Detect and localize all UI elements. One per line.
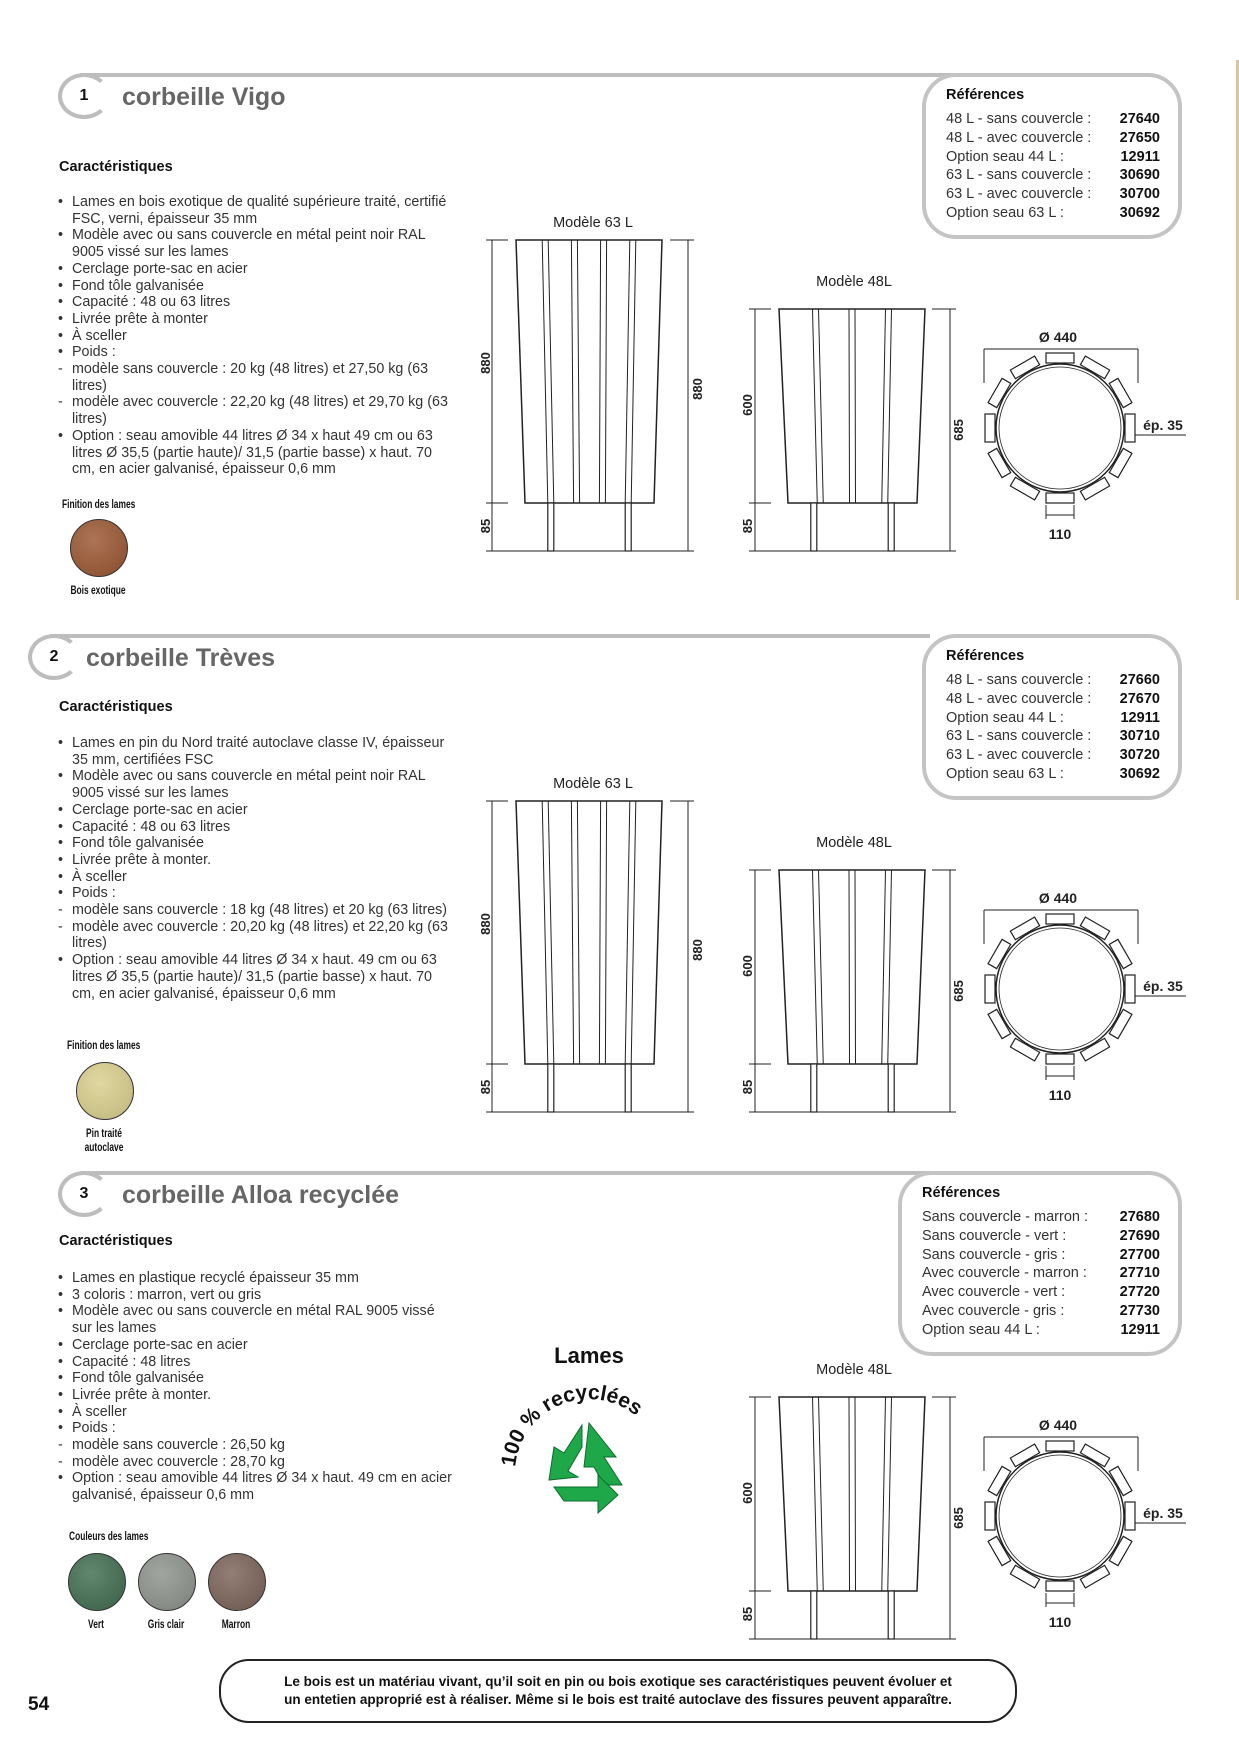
section-number-badge: 1 [58, 73, 110, 119]
bullet-marker: • [58, 851, 64, 868]
bullet-marker: - [58, 918, 63, 935]
bullet-marker: • [58, 1303, 64, 1320]
characteristic-text: modèle avec couvercle : 28,70 kg [72, 1453, 285, 1470]
reference-code: 27650 [1119, 129, 1160, 146]
finish-title: Finition des lames [67, 1038, 141, 1052]
characteristic-text: modèle sans couvercle : 20 kg (48 litres) et 27,50 kg (63 litres) [72, 361, 429, 394]
reference-label: Option seau 63 L : [946, 204, 1064, 221]
characteristic-text: modèle avec couvercle : 20,20 kg (48 litres) et 22,20 kg (63 litres) [72, 918, 448, 952]
product-section-vigo [0, 73, 1239, 633]
swatch-label: Vert [88, 1617, 104, 1631]
bullet-marker: • [58, 835, 64, 852]
bullet-marker: • [58, 1270, 64, 1286]
bullet-marker: • [58, 1420, 64, 1437]
characteristic-text: Cerclage porte-sac en acier [72, 1336, 248, 1353]
characteristic-text: Capacité : 48 ou 63 litres [72, 294, 231, 311]
thickness-label: ép. 35 [1143, 1505, 1183, 1521]
reference-code: 12911 [1120, 709, 1160, 726]
bullet-marker: • [58, 277, 64, 294]
characteristic-text: Cerclage porte-sac en acier [72, 260, 248, 277]
characteristic-text: À sceller [72, 327, 127, 344]
characteristic-text: Option : seau amovible 44 litres Ø 34 x haut 49 cm ou 63 litres Ø 35,5 (partie haute)/ 31,5 (partie basse) x haut. 70 cm, en acier galvanisé, épaisseur 0,6 mm [72, 427, 433, 478]
characteristic-text: Fond tôle galvanisée [72, 277, 204, 294]
characteristics-title: Caractéristiques [59, 159, 173, 175]
bin-leg [548, 1064, 554, 1112]
technical-drawing [0, 634, 1239, 1194]
bullet-marker: - [58, 361, 63, 378]
slat-gap [855, 309, 856, 503]
page-number: 54 [28, 1694, 50, 1715]
reference-label: 48 L - sans couvercle : [946, 111, 1092, 127]
dimension-label: 880 [478, 352, 493, 374]
plan-slat [1046, 493, 1074, 503]
reference-label: Option seau 44 L : [946, 709, 1064, 726]
reference-label: 63 L - avec couvercle : [946, 186, 1092, 203]
plan-slat [1125, 1502, 1135, 1530]
dimension-label: 600 [740, 1482, 755, 1504]
slat-width-label: 110 [1048, 1614, 1072, 1630]
reference-code: 27670 [1119, 690, 1160, 707]
plan-slat [1125, 414, 1135, 442]
reference-label: 63 L - sans couvercle : [946, 167, 1092, 184]
bullet-marker: • [58, 310, 64, 327]
color-swatch [76, 1062, 134, 1120]
dimension-label: 685 [951, 1507, 966, 1529]
plan-slat [985, 975, 995, 1003]
reference-label: 63 L - avec couvercle : [946, 747, 1092, 764]
dimension-label: 85 [478, 518, 493, 534]
bullet-marker: - [58, 1453, 63, 1470]
reference-code: 12911 [1120, 148, 1160, 165]
plan-inner-circle [996, 925, 1124, 1053]
dimension-label: 685 [951, 980, 966, 1002]
dimension-label: 85 [740, 1606, 755, 1622]
characteristic-text: Lames en plastique recyclé épaisseur 35 mm [72, 1270, 359, 1286]
characteristic-text: Fond tôle galvanisée [72, 1370, 204, 1387]
reference-label: Avec couvercle - gris : [922, 1302, 1065, 1319]
characteristic-text: 3 coloris : marron, vert ou gris [72, 1286, 262, 1303]
product-title: corbeille Trèves [86, 644, 276, 672]
technical-drawing [0, 1171, 1239, 1731]
characteristics-title: Caractéristiques [59, 699, 173, 715]
bin-body [779, 870, 925, 1064]
bullet-marker: • [58, 427, 64, 444]
slat-gap [849, 870, 850, 1064]
slat-width-label: 110 [1048, 1087, 1072, 1103]
section-number-badge: 3 [58, 1171, 110, 1217]
dimension-label: 85 [740, 1079, 755, 1095]
bullet-marker: • [58, 1370, 64, 1387]
bullet-marker: • [58, 1353, 64, 1370]
reference-code: 30710 [1119, 728, 1160, 745]
reference-code: 30700 [1119, 186, 1160, 203]
bullet-marker: • [58, 227, 64, 244]
bullet-marker: • [58, 1286, 64, 1303]
finish-title: Finition des lames [62, 497, 136, 511]
plan-slat [1046, 353, 1074, 363]
bullet-marker: • [58, 1403, 64, 1420]
reference-code: 27700 [1119, 1246, 1160, 1263]
reference-code: 27660 [1119, 672, 1160, 688]
plan-slat [985, 414, 995, 442]
bullet-marker: • [58, 194, 64, 210]
dimension-label: 685 [951, 419, 966, 441]
plan-inner-circle [996, 364, 1124, 492]
bullet-marker: • [58, 768, 64, 785]
reference-code: 27730 [1119, 1302, 1160, 1319]
dimension-label: 600 [740, 955, 755, 977]
characteristic-text: Modèle avec ou sans couvercle en métal RAL 9005 vissé sur les lames [72, 1303, 435, 1337]
technical-drawing [0, 73, 1239, 633]
reference-label: Avec couvercle - marron : [922, 1265, 1087, 1282]
product-title: corbeille Vigo [122, 83, 286, 111]
reference-code: 27640 [1119, 111, 1160, 127]
product-section-alloa [0, 1171, 1239, 1731]
recycle-arrow-icon [584, 1423, 622, 1485]
reference-label: Sans couvercle - vert : [922, 1227, 1067, 1244]
swatch-label: Bois exotique [70, 583, 126, 597]
model-48-label: Modèle 48L [816, 274, 892, 290]
references-title: Références [946, 87, 1025, 103]
reference-code: 30692 [1119, 765, 1160, 782]
bin-leg [888, 503, 894, 551]
characteristic-text: Livrée prête à monter. [72, 1386, 212, 1403]
characteristic-text: Lames en pin du Nord traité autoclave classe IV, épaisseur 35 mm, certifiées FSC [72, 735, 445, 768]
characteristic-text: Option : seau amovible 44 litres Ø 34 x haut. 49 cm en acier galvanisé, épaisseur 0,6 mm [72, 1470, 452, 1504]
bin-leg [625, 1064, 631, 1112]
color-swatch [70, 519, 128, 577]
bullet-marker: • [58, 952, 64, 969]
reference-label: 63 L - sans couvercle : [946, 728, 1092, 745]
bin-leg [888, 1591, 894, 1639]
plan-slat [1046, 914, 1074, 924]
characteristic-text: Poids : [72, 885, 116, 902]
characteristic-text: Modèle avec ou sans couvercle en métal peint noir RAL 9005 vissé sur les lames [72, 768, 426, 802]
bullet-marker: • [58, 327, 64, 344]
diameter-label: Ø 440 [1038, 890, 1078, 906]
characteristic-text: modèle sans couvercle : 26,50 kg [72, 1437, 285, 1454]
reference-label: 48 L - avec couvercle : [946, 129, 1092, 146]
reference-code: 30690 [1119, 167, 1160, 184]
bullet-marker: • [58, 885, 64, 902]
characteristic-text: À sceller [72, 1403, 127, 1420]
characteristic-text: Capacité : 48 litres [72, 1353, 191, 1370]
model-48-label: Modèle 48L [816, 1362, 892, 1378]
color-swatch [138, 1553, 196, 1611]
reference-code: 27680 [1119, 1209, 1160, 1225]
color-swatch [208, 1553, 266, 1611]
color-swatch [68, 1553, 126, 1611]
thickness-label: ép. 35 [1143, 417, 1183, 433]
dimension-label: 85 [478, 1079, 493, 1095]
reference-label: Option seau 44 L : [922, 1321, 1040, 1338]
reference-code: 27710 [1119, 1265, 1160, 1282]
reference-label: Sans couvercle - marron : [922, 1209, 1089, 1225]
bin-leg [811, 503, 817, 551]
model-63-label: Modèle 63 L [553, 215, 633, 231]
bullet-marker: • [58, 868, 64, 885]
section-number-badge: 2 [28, 634, 80, 680]
slat-gap [855, 1397, 856, 1591]
model-63-label: Modèle 63 L [553, 776, 633, 792]
characteristic-text: modèle sans couvercle : 18 kg (48 litres) et 20 kg (63 litres) [72, 902, 448, 919]
bullet-marker: - [58, 902, 63, 919]
reference-label: 48 L - sans couvercle : [946, 672, 1092, 688]
slat-gap [849, 309, 850, 503]
bin-body [516, 240, 662, 503]
characteristic-text: Poids : [72, 344, 116, 361]
bullet-marker: • [58, 260, 64, 277]
note-line-1: Le bois est un matériau vivant, qu’il soit en pin ou bois exotique ses caractéristiques peuvent évoluer et [284, 1674, 952, 1689]
logo-arc-text: 100 % recyclées [497, 1380, 647, 1468]
characteristic-text: Lames en bois exotique de qualité supérieure traité, certifié FSC, verni, épaisseur 35 mm [72, 194, 447, 227]
swatch-label: Gris clair [147, 1617, 185, 1631]
bullet-marker: • [58, 735, 64, 751]
recycle-arrow-icon [549, 1425, 582, 1480]
characteristic-text: Cerclage porte-sac en acier [72, 801, 248, 818]
references-title: Références [922, 1185, 1001, 1201]
bin-body [779, 1397, 925, 1591]
dimension-label: 880 [690, 939, 705, 961]
bin-leg [811, 1064, 817, 1112]
bullet-marker: • [58, 801, 64, 818]
bullet-marker: • [58, 344, 64, 361]
logo-text-lames: Lames [554, 1343, 624, 1368]
bullet-marker: • [58, 1470, 64, 1487]
bin-leg [811, 1591, 817, 1639]
bin-leg [548, 503, 554, 551]
bullet-marker: • [58, 294, 64, 311]
dimension-label: 600 [740, 394, 755, 416]
characteristic-text: Fond tôle galvanisée [72, 835, 204, 852]
plan-slat [1046, 1581, 1074, 1591]
swatch-label: Pin traité autoclave [84, 1126, 124, 1154]
dimension-label: 880 [690, 378, 705, 400]
reference-code: 30720 [1119, 747, 1160, 764]
plan-slat [1125, 975, 1135, 1003]
plan-slat [1046, 1054, 1074, 1064]
dimension-label: 880 [478, 913, 493, 935]
reference-code: 12911 [1120, 1321, 1160, 1338]
reference-label: Option seau 44 L : [946, 148, 1064, 165]
references-title: Références [946, 648, 1025, 664]
characteristic-text: Capacité : 48 ou 63 litres [72, 818, 231, 835]
bullet-marker: • [58, 1336, 64, 1353]
reference-label: 48 L - avec couvercle : [946, 690, 1092, 707]
wood-care-note [219, 1659, 1017, 1723]
bin-body [779, 309, 925, 503]
swatch-label: Marron [221, 1617, 251, 1631]
slat-gap [855, 870, 856, 1064]
product-title: corbeille Alloa recyclée [122, 1181, 400, 1209]
plan-slat [985, 1502, 995, 1530]
reference-label: Option seau 63 L : [946, 765, 1064, 782]
bullet-marker: - [58, 394, 63, 411]
reference-label: Avec couvercle - vert : [922, 1284, 1066, 1301]
diameter-label: Ø 440 [1038, 329, 1078, 345]
thickness-label: ép. 35 [1143, 978, 1183, 994]
colors-title: Couleurs des lames [69, 1529, 149, 1543]
reference-code: 27720 [1119, 1284, 1160, 1301]
characteristics-title: Caractéristiques [59, 1233, 173, 1249]
plan-inner-circle [996, 1452, 1124, 1580]
model-48-label: Modèle 48L [816, 835, 892, 851]
bin-leg [888, 1064, 894, 1112]
diameter-label: Ø 440 [1038, 1417, 1078, 1433]
bin-leg [625, 503, 631, 551]
characteristic-text: Livrée prête à monter [72, 310, 208, 327]
characteristic-text: Option : seau amovible 44 litres Ø 34 x haut. 49 cm ou 63 litres Ø 35,5 (partie haute)/ 31,5 (partie basse) x haut. 70 cm, en acier galvanisé, épaisseur 0,6 mm [72, 952, 437, 1002]
slat-gap [849, 1397, 850, 1591]
characteristic-text: modèle avec couvercle : 22,20 kg (48 litres) et 29,70 kg (63 litres) [72, 394, 448, 428]
bin-body [516, 801, 662, 1064]
characteristic-text: À sceller [72, 868, 127, 885]
reference-code: 30692 [1119, 204, 1160, 221]
characteristic-text: Modèle avec ou sans couvercle en métal peint noir RAL 9005 vissé sur les lames [72, 227, 426, 261]
plan-slat [1046, 1441, 1074, 1451]
note-line-2: un entetien approprié est à réaliser. Même si le bois est traité autoclave des fissures peuvent apparaître. [284, 1692, 952, 1707]
bullet-marker: • [58, 818, 64, 835]
dimension-label: 85 [740, 518, 755, 534]
characteristic-text: Poids : [72, 1420, 116, 1437]
bullet-marker: • [58, 1386, 64, 1403]
reference-label: Sans couvercle - gris : [922, 1246, 1066, 1263]
characteristic-text: Livrée prête à monter. [72, 851, 212, 868]
reference-code: 27690 [1119, 1227, 1160, 1244]
product-section-treves [0, 634, 1239, 1194]
slat-width-label: 110 [1048, 526, 1072, 542]
bullet-marker: - [58, 1437, 63, 1454]
